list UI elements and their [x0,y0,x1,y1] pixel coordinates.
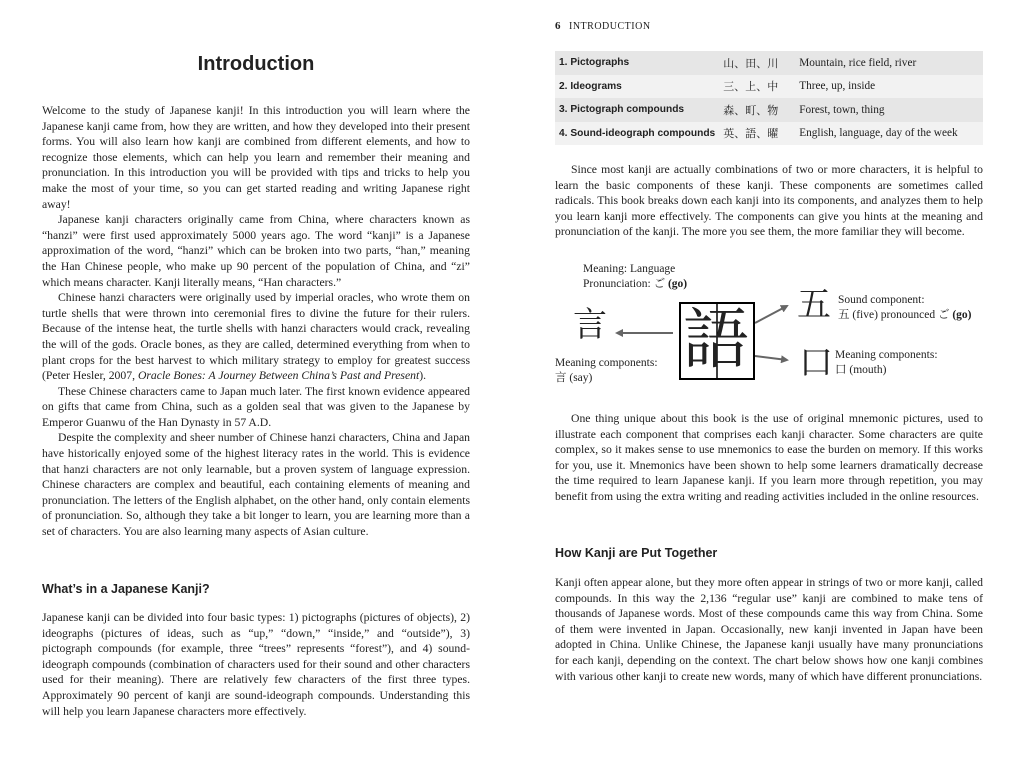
section-heading: What’s in a Japanese Kanji? [42,582,210,596]
page-number: 6 [555,20,561,32]
intro-paragraph-oracle [42,290,470,384]
kanji-cell: 山、田、川 [719,51,795,75]
arrow-to-right-component [755,356,787,360]
running-head-title: INTRODUCTION [569,21,651,32]
intro-text [42,103,470,540]
section-paragraph: Japanese kanji can be divided into four basic types: 1) pictographs (pictures of objects), 2) ideographs (pictures of ideas, such as “up,” “down,” “inside,” and “outside”), 3) pictograph compounds (for example, three “trees” represents “forest”), and 4) sound-ideograph compounds (combination of characters used for their sound and other characters used for their meaning). There are relatively few characters of the first three types. Approximately 90 percent of kanji are sound-ideograph compounds. Understanding this will help you learn Japanese characters more effectively. [42,611,470,718]
kanji-component-diagram [555,258,983,400]
page-title: Introduction [197,53,315,75]
left-page [42,0,470,768]
main-kanji: 語 [683,301,749,378]
oracle-text: Chinese hanzi characters were originally used by imperial oracles, who wrote them on turtle shells that were thrown into ceremonial fires to divine the future for their rulers. Because of the intense heat, the turtle shells with hanzi characters would crack, revealing the will of the gods. Oracle bones, as they are called, determined everything from when to plant crops for the best harvest to which military strategy to employ for greatest success (Peter Hesler, 2007, [42,291,470,383]
sound-component-kanji: 五 [797,285,831,325]
sound-component-value [838,308,972,323]
kanji-types-table [555,51,983,145]
table-row [555,75,983,99]
diagram-arrows [555,258,983,400]
main-kanji-box [679,302,755,380]
sound-component-text: 五 (five) pronounced ご [838,309,950,321]
intro-paragraph-literacy: Despite the complexity and sheer number of Chinese hanzi characters, China and Japan have historically enjoyed some of the highest literacy rates in the world. This is evidence that hanzi characters are not only learnable, but a proven system of language expression. Chinese characters are complex and beautiful, each containing elements of meaning and pronunciation. The letters of the English alphabet, on the other hand, only contain elements of pronunciation. So, although they take a bit longer to learn, you are learning more than a set of characters. You are also learning many aspects of Asian culture. [42,431,470,539]
components-paragraph: Since most kanji are actually combinations of two or more characters, it is helpful to learn the basic components of these kanji. These components are sometimes called radicals. This book breaks down each kanji into its components, and analyzes them to help you learn kanji more effectively. The components can give you hints at the meaning and pronunciation of the kanji. The more you see them, the more familiar they will become. [555,163,983,239]
oracle-text-end: ). [419,369,427,383]
pronunciation-text: Pronunciation: ご [583,278,666,290]
meaning-cell: Three, up, inside [795,75,983,99]
section-heading: How Kanji are Put Together [555,546,718,560]
kanji-cell: 英、語、曜 [719,122,795,146]
pronunciation-reading: (go) [667,278,688,290]
meaning-cell: Forest, town, thing [795,98,983,122]
table-row [555,98,983,122]
table-row [555,122,983,146]
arrow-to-sound-component [755,306,787,323]
sound-component-title: Sound component: [838,294,925,306]
intro-paragraph-japan: These Chinese characters came to Japan much later. The first known evidence appeared on gifts that came from China, such as a golden seal that was given to the Japanese by Emperor Guanwu of the Han Dynasty in 57 A.D. [42,384,470,429]
type-cell: 3. Pictograph compounds [555,98,719,122]
kanji-cell: 三、上、中 [719,75,795,99]
meaning-label: Meaning: Language [583,263,676,275]
left-meaning-value: 言 (say) [555,372,593,384]
type-cell: 4. Sound-ideograph compounds [555,122,719,146]
type-cell: 2. Ideograms [555,75,719,99]
right-component-kanji: 口 [799,343,833,383]
kanji-cell: 森、町、物 [719,98,795,122]
section-whats-in-kanji [42,580,470,719]
table-row [555,51,983,75]
left-meaning-title: Meaning components: [555,357,658,369]
mnemonics-paragraph: One thing unique about this book is the use of original mnemonic pictures, used to illustrate each component that comprises each kanji character. Some characters are quite complex, so it makes sense to use mnemonics to ease the burden on memory. If this works for you, use it. Mnemonics have been shown to help some learners dramatically decrease the time required to learn Japanese kanji. If you learn more through repetition, you may benefit from using the extra writing and reading activities included in the online resources. [555,412,983,503]
intro-paragraph-welcome: Welcome to the study of Japanese kanji! In this introduction you will learn where the Japanese kanji came from, how they are written, and how they developed into their present forms. You will also learn how kanji are combined from different elements, and how to recognize those elements, which can help you learn and remember their meaning and pronunciation. In this introduction you will be provided with tips and tricks to help you make the most of your time, so you can get started reading and writing Japanese right away! [42,104,470,211]
components-text [555,162,983,240]
oracle-book-title: Oracle Bones: A Journey Between China’s Past and Present [137,369,420,383]
type-cell: 1. Pictographs [555,51,719,75]
meaning-cell: English, language, day of the week [795,122,983,146]
mnemonics-text [555,411,983,505]
meaning-cell: Mountain, rice field, river [795,51,983,75]
running-head [555,20,651,32]
right-meaning-title: Meaning components: [835,349,938,361]
sound-component-reading: (go) [952,309,972,321]
right-meaning-value: 口 (mouth) [835,364,887,376]
intro-paragraph-hanzi: Japanese kanji characters originally came from China, where characters known as “hanzi” were first used approximately 5000 years ago. The word “kanji” is a Japanese approximation of the word, “hanzi” which can be broken into two parts, “han,” meaning the Han Chinese people, who make up 90 percent of the population of China, and “zi” which means character. Kanji literally means, “Han characters.” [42,213,470,289]
right-page [555,0,983,768]
section-how-kanji-put-together [555,544,983,684]
left-component-kanji: 言 [573,305,607,345]
section-paragraph: Kanji often appear alone, but they more often appear in strings of two or more kanji, called compounds. In this way the 2,136 “regular use” kanji are combined to make tens of thousands of Japanese words. Most of these compounds came this way from China. Some of them were invented in Japan. Occasionally, new kanji invented in Japan have been adopted in China. Unlike Chinese, the Japanese kanji usually have many pronunciations for each kanji, depending on the context. The chart below shows how one kanji combines with various other kanji to create new words, many of which have different pronunciations. [555,576,983,683]
